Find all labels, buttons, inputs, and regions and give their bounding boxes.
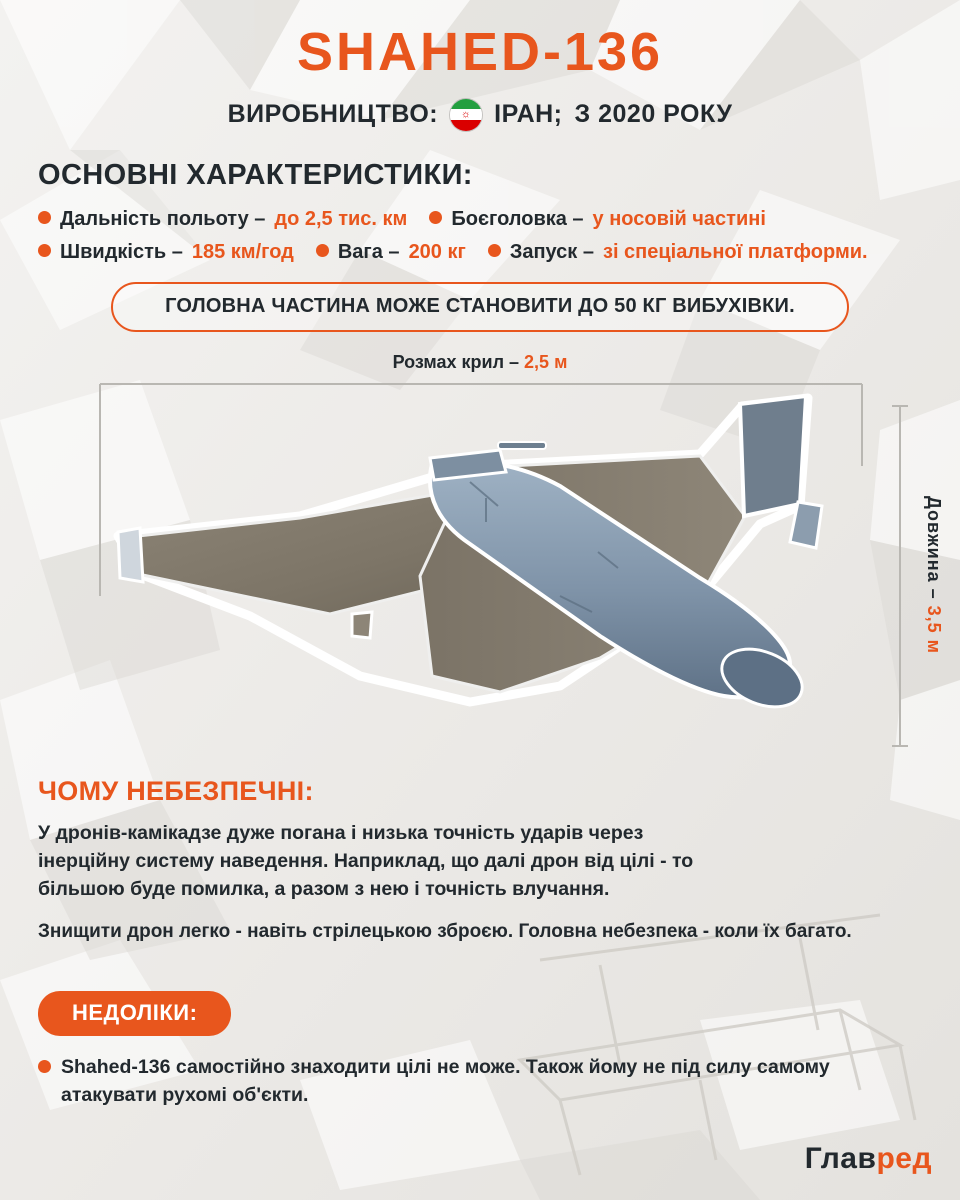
danger-note: Знищити дрон легко - навіть стрілецькою зброєю. Головна небезпека - коли їх багато. [38,921,852,943]
spec-label: Дальність польоту – [60,207,266,230]
spec-value: до 2,5 тис. км [274,207,408,230]
under-wing-fin [352,612,372,638]
bullet-icon [38,244,51,257]
drone-figure [0,346,960,776]
production-line [0,99,960,131]
wingspan-text: Розмах крил – [392,351,520,372]
specs-list [38,208,928,264]
wingspan-value: 2,5 м [524,351,568,372]
production-since: З 2020 РОКУ [574,100,733,129]
propeller-shaft [498,442,546,449]
bullet-icon [429,211,442,224]
spec-range [38,208,407,231]
length-text: Довжина – [924,495,944,600]
specs-row [38,241,928,264]
spec-label: Боєголовка – [451,207,584,230]
spec-value: у носовій частині [592,207,766,230]
spec-label: Швидкість – [60,240,183,263]
spec-launch [488,241,868,264]
spec-warhead [429,208,766,231]
left-wingtip-fin [118,528,143,582]
shahed-136-drone-illustration [0,346,960,776]
spec-value: зі спеціальної платформи. [603,240,868,263]
drawback-item [38,1054,922,1109]
glavred-logo[interactable] [805,1142,932,1176]
specs-row [38,208,928,231]
spec-value: 185 км/год [191,240,294,263]
bullet-icon [488,244,501,257]
danger-paragraph: У дронів-камікадзе дуже погана і низька точність ударів через інерційну систему наведення. Наприклад, що далі дрон від цілі - то більшою буде помилка, а разом з нею і точність влучання. [38,821,694,901]
production-label: ВИРОБНИЦТВО: [227,100,439,129]
length-value: 3,5 м [924,605,944,654]
spec-label: Вага – [337,240,400,263]
right-wingtip-fin [740,396,806,516]
logo-part-2: ред [876,1142,932,1175]
spec-value: 200 кг [408,240,466,263]
explosive-callout: ГОЛОВНА ЧАСТИНА МОЖЕ СТАНОВИТИ ДО 50 КГ ВИБУХІВКИ. [111,282,849,332]
danger-heading: ЧОМУ НЕБЕЗПЕЧНІ: [38,775,314,806]
spec-label: Запуск – [509,240,594,263]
bullet-icon [38,211,51,224]
drawbacks-tag: НЕДОЛІКИ: [38,991,231,1036]
logo-part-1: Глав [804,1142,877,1175]
iran-flag-icon: ☼ [450,99,482,131]
spec-speed [38,241,294,264]
bullet-icon [316,244,329,257]
specs-heading: ОСНОВНІ ХАРАКТЕРИСТИКИ: [38,158,473,191]
page-title: SHAHED-136 [296,22,664,82]
drawback-text: Shahed-136 самостійно знаходити цілі не може. Також йому не під силу самому атакувати рухомі об'єкти. [61,1056,830,1107]
spec-weight [316,241,466,264]
production-country: ІРАН; [494,100,563,129]
bullet-icon [38,1060,51,1073]
